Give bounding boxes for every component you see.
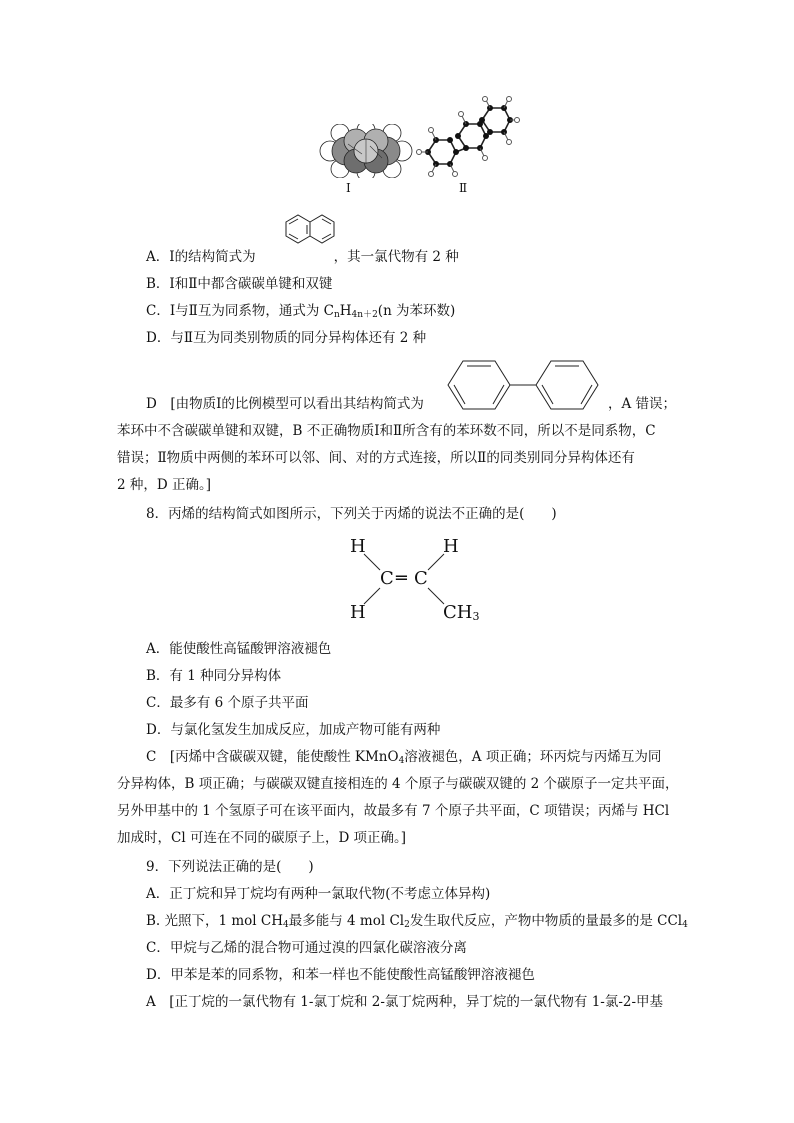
q8-option-b: B．有 1 种同分异构体 — [146, 668, 282, 684]
propene-h-top-right: H — [443, 536, 459, 557]
q8-answer-line-3: 另外甲基中的 1 个氢原子可在该平面内，故最多有 7 个原子共平面，C 项错误；丙烯与 HCl — [117, 803, 670, 819]
q9-option-d: D．甲苯是苯的同系物，和苯一样也不能使酸性高锰酸钾溶液褪色 — [146, 967, 535, 983]
q7-answer-line-3: 错误；Ⅱ物质中两侧的苯环可以邻、间、对的方式连接，所以Ⅱ的同类别同分异构体还有 — [117, 450, 635, 466]
q7-option-b: B．Ⅰ和Ⅱ中都含碳碳单键和双键 — [146, 276, 333, 292]
biphenyl-structure — [440, 356, 606, 414]
q9-stem: 9．下列说法正确的是( ) — [146, 859, 314, 875]
propene-h-bottom-left: H — [350, 602, 366, 623]
q8-option-c: C．最多有 6 个原子共平面 — [146, 695, 309, 711]
propene-h-top-left: H — [350, 536, 366, 557]
q7-option-a: A．Ⅰ的结构简式为 ，其一氯代物有 2 种 — [146, 249, 459, 265]
q8-stem: 8．丙烯的结构简式如图所示，下列关于丙烯的说法不正确的是( ) — [146, 506, 557, 522]
q7-answer-line-4: 2 种，D 正确。] — [117, 477, 212, 493]
q8-option-a: A．能使酸性高锰酸钾溶液褪色 — [146, 641, 332, 657]
q8-answer-line-1: C [丙烯中含碳碳双键，能使酸性 KMnO$_4$溶液褪色，A 项正确；环丙烷与丙烯互为同 — [146, 749, 662, 766]
q7-answer-line-1: D [由物质Ⅰ的比例模型可以看出其结构简式为 — [146, 396, 424, 412]
q9-option-c: C．甲烷与乙烯的混合物可通过溴的四氯化碳溶液分离 — [146, 940, 467, 956]
propene-methyl: $CH_3$ — [443, 602, 480, 623]
q7-option-d: D．与Ⅱ互为同类别物质的同分异构体还有 2 种 — [146, 330, 427, 346]
figure-label-two: Ⅱ — [459, 181, 468, 195]
q7-option-c: C．Ⅰ与Ⅱ互为同系物，通式为 $C_nH_{4n+2}(n$ 为苯环数) — [146, 303, 456, 320]
q8-option-d: D．与氯化氢发生加成反应，加成产物可能有两种 — [146, 722, 441, 738]
q9-option-b: B. 光照下，1 mol $CH_4$最多能与 4 mol $Cl_2$发生取代反应，产物中物质的量最多的是 CCl$_4$ — [146, 913, 688, 930]
naphthalene-space-filling-model — [318, 124, 414, 178]
propene-double-bond: ═ — [396, 568, 407, 589]
q8-answer-line-4: 加成时，Cl 可连在不同的碳原子上，D 项正确。] — [117, 830, 407, 846]
figure-label-one: Ⅰ — [346, 181, 351, 195]
propene-c-right: C — [414, 568, 428, 589]
propene-structure — [340, 530, 500, 630]
q9-answer-line-1: A [正丁烷的一氯代物有 1-氯丁烷和 2-氯丁烷两种，异丁烷的一氯代物有 1-氯-2-甲基 — [146, 994, 664, 1010]
naphthalene-structure — [272, 208, 346, 264]
propene-c-left: C — [380, 568, 394, 589]
q7-answer-line-1-end: ，A 错误； — [608, 396, 677, 412]
q7-answer-line-2: 苯环中不含碳碳单键和双键，B 不正确物质Ⅰ和Ⅱ所含有的苯环数不同，所以不是同系物，C — [117, 423, 656, 439]
q8-answer-line-2: 分异构体，B 项正确；与碳碳双键直接相连的 4 个原子与碳碳双键的 2 个碳原子一定共平面， — [117, 776, 679, 792]
q9-option-a: A．正丁烷和异丁烷均有两种一氯取代物(不考虑立体异构) — [146, 886, 491, 902]
biphenyl-ball-stick-model — [414, 96, 520, 182]
